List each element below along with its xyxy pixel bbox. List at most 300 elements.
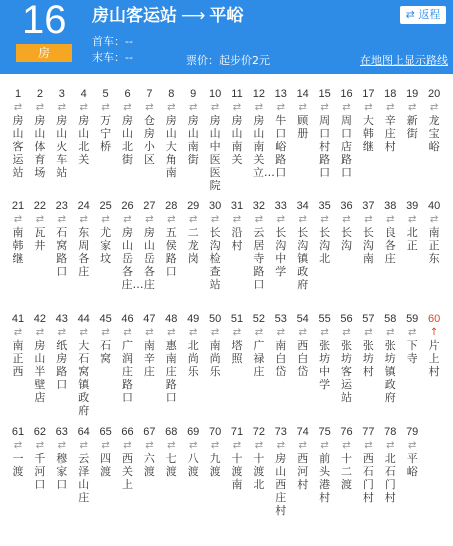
bidirectional-icon: ⇄ xyxy=(35,214,45,225)
stop-name: 大石窝镇政府 xyxy=(78,339,90,417)
bidirectional-icon: ⇄ xyxy=(79,102,88,113)
bidirectional-icon: ⇄ xyxy=(342,327,351,338)
stop-number: 77 xyxy=(362,426,375,438)
bidirectional-icon: ⇄ xyxy=(298,327,307,338)
bus-stop[interactable] xyxy=(337,86,357,179)
stop-name: 北石门村 xyxy=(384,452,396,504)
bus-stop[interactable] xyxy=(227,424,247,491)
bidirectional-icon: ⇄ xyxy=(210,440,220,451)
bidirectional-icon: ⇄ xyxy=(188,102,198,113)
bus-stop[interactable] xyxy=(96,86,116,153)
stop-number: 2 xyxy=(36,88,43,100)
return-trip-button[interactable]: ⇄ 返程 xyxy=(400,6,446,24)
bus-stop[interactable] xyxy=(227,311,247,365)
bidirectional-icon: ⇄ xyxy=(342,102,351,113)
bus-stop[interactable] xyxy=(358,198,378,265)
bus-stop[interactable] xyxy=(315,198,335,265)
bidirectional-icon: ⇄ xyxy=(145,102,154,113)
stop-number: 44 xyxy=(77,313,90,325)
stop-number: 45 xyxy=(99,313,112,325)
stop-number: 56 xyxy=(340,313,353,325)
bus-stop[interactable] xyxy=(96,311,116,365)
stop-number: 73 xyxy=(274,426,287,438)
bus-stop[interactable] xyxy=(118,198,144,291)
stop-number: 29 xyxy=(187,200,200,212)
bidirectional-icon: ⇄ xyxy=(232,327,242,338)
stop-name: 惠南庄路口 xyxy=(165,339,177,404)
stop-name: 九渡 xyxy=(209,452,221,478)
bus-stop[interactable] xyxy=(30,86,50,179)
bidirectional-icon: ⇄ xyxy=(101,327,110,338)
bus-stop[interactable] xyxy=(358,424,378,504)
bus-stop[interactable] xyxy=(205,86,225,192)
district-badge: 房 xyxy=(16,44,72,62)
stop-name: 石窝 xyxy=(100,339,112,365)
bidirectional-icon: ⇄ xyxy=(57,214,66,225)
stop-number: 6 xyxy=(124,88,131,100)
bus-stop[interactable] xyxy=(205,198,225,291)
stop-number: 74 xyxy=(296,426,309,438)
stop-number: 15 xyxy=(318,88,331,100)
stop-name: 南辛庄 xyxy=(143,339,155,378)
stop-number: 69 xyxy=(187,426,200,438)
bus-stop[interactable] xyxy=(52,198,72,278)
stop-number: 21 xyxy=(11,200,25,212)
bus-stop[interactable] xyxy=(249,311,269,378)
bus-stop[interactable] xyxy=(161,424,181,478)
bidirectional-icon: ⇄ xyxy=(188,440,198,451)
bus-stop[interactable] xyxy=(227,86,247,166)
bidirectional-icon: ⇄ xyxy=(386,102,395,113)
stop-number: 47 xyxy=(143,313,156,325)
stop-name: 长沟检查站 xyxy=(209,226,221,291)
stop-number: 36 xyxy=(340,200,353,212)
bidirectional-icon: ⇄ xyxy=(320,327,329,338)
stop-number: 54 xyxy=(296,313,309,325)
bidirectional-icon: ⇄ xyxy=(407,102,417,113)
bus-stop[interactable] xyxy=(74,424,94,504)
bidirectional-icon: ⇄ xyxy=(101,102,110,113)
bus-stop[interactable] xyxy=(52,86,72,179)
stop-number: 75 xyxy=(318,426,331,438)
stop-number: 40 xyxy=(427,200,441,212)
stop-number: 62 xyxy=(33,426,47,438)
stop-name: 房山大角南 xyxy=(165,114,177,179)
bus-stop[interactable] xyxy=(74,198,94,278)
bidirectional-icon: ⇄ xyxy=(298,214,307,225)
bus-stop[interactable] xyxy=(30,198,50,252)
stop-number: 65 xyxy=(99,426,112,438)
stop-number: 39 xyxy=(406,200,419,212)
stop-number: 18 xyxy=(384,88,397,100)
stop-number: 20 xyxy=(427,88,441,100)
stop-name: 房山客运站 xyxy=(12,114,24,179)
stop-name: 瓦井 xyxy=(34,226,46,252)
bus-stop[interactable] xyxy=(30,311,50,404)
stop-number: 48 xyxy=(165,313,178,325)
bus-stop[interactable] xyxy=(315,311,335,391)
bus-stop[interactable] xyxy=(337,198,357,252)
stop-number: 17 xyxy=(362,88,375,100)
stop-number: 8 xyxy=(168,88,175,100)
show-map-link[interactable]: 在地图上显示路线 xyxy=(360,54,448,67)
bidirectional-icon: ⇄ xyxy=(276,440,285,451)
stop-name: 六渡 xyxy=(143,452,155,478)
stop-name: 石窝路口 xyxy=(56,226,68,278)
stop-number: 12 xyxy=(252,88,266,100)
bus-stop[interactable] xyxy=(8,198,28,265)
stop-name: 张坊村 xyxy=(362,339,374,378)
bidirectional-icon: ⇄ xyxy=(407,214,417,225)
first-bus-time: 首车：-- xyxy=(92,35,133,48)
bus-stop[interactable] xyxy=(183,424,203,478)
bidirectional-icon: ⇄ xyxy=(13,440,23,451)
bus-stop[interactable] xyxy=(227,198,247,252)
stop-number: 64 xyxy=(77,426,90,438)
bus-stop[interactable] xyxy=(8,311,28,378)
stop-number: 33 xyxy=(274,200,287,212)
bidirectional-icon: ⇄ xyxy=(35,440,45,451)
bidirectional-icon: ⇄ xyxy=(254,102,264,113)
bidirectional-icon: ⇄ xyxy=(342,440,351,451)
stop-name: 东周各庄 xyxy=(78,226,90,278)
stop-name: 十二渡 xyxy=(341,452,352,491)
stop-name: 房山西庄村 xyxy=(275,452,287,517)
stop-number: 60 xyxy=(427,313,441,325)
stop-name: 一渡 xyxy=(12,452,24,478)
bus-stop[interactable] xyxy=(380,86,400,153)
bus-stop[interactable] xyxy=(424,198,444,265)
bidirectional-icon: ⇄ xyxy=(188,214,198,225)
stop-number: 67 xyxy=(143,426,156,438)
bidirectional-icon: ⇄ xyxy=(386,214,395,225)
bidirectional-icon: ⇄ xyxy=(364,102,373,113)
stop-number: 5 xyxy=(102,88,109,100)
bidirectional-icon: ⇄ xyxy=(123,327,132,338)
bus-stop[interactable] xyxy=(96,198,116,265)
stop-number: 13 xyxy=(274,88,287,100)
bidirectional-icon: ⇄ xyxy=(386,440,395,451)
bus-stop[interactable] xyxy=(139,198,159,291)
stop-number: 19 xyxy=(406,88,419,100)
bus-stop[interactable] xyxy=(205,311,225,378)
bus-stop[interactable] xyxy=(424,86,444,153)
stop-name: 顾册 xyxy=(297,114,309,140)
stop-name: 长沟 xyxy=(341,226,352,252)
bidirectional-icon: ⇄ xyxy=(364,440,373,451)
stop-name: 片上村 xyxy=(428,339,440,378)
stop-name: 下寺 xyxy=(406,339,418,365)
stop-name: 牛口峪路口 xyxy=(275,114,287,179)
bus-stop[interactable] xyxy=(293,311,313,378)
stop-number: 24 xyxy=(77,200,90,212)
stop-number: 37 xyxy=(362,200,375,212)
stop-name: 长沟北 xyxy=(319,226,331,265)
stop-name: 西石门村 xyxy=(362,452,374,504)
stop-name: 南白岱 xyxy=(275,339,287,378)
bidirectional-icon: ⇄ xyxy=(101,440,110,451)
bidirectional-icon: ⇄ xyxy=(320,102,329,113)
bidirectional-icon: ⇄ xyxy=(364,327,373,338)
stop-number: 57 xyxy=(362,313,375,325)
stop-number: 32 xyxy=(252,200,266,212)
bidirectional-icon: ⇄ xyxy=(254,440,264,451)
bus-stop[interactable] xyxy=(52,311,72,391)
bus-stop[interactable] xyxy=(358,86,378,153)
bus-stop[interactable] xyxy=(337,424,357,491)
bus-stop[interactable] xyxy=(139,86,159,166)
bus-stop[interactable] xyxy=(8,86,28,179)
stop-name: 房山岳各庄 xyxy=(143,226,155,291)
bidirectional-icon: ⇄ xyxy=(79,214,88,225)
bus-stop[interactable] xyxy=(161,86,181,179)
bus-stop[interactable] xyxy=(118,424,138,491)
bidirectional-icon: ⇄ xyxy=(429,102,439,113)
bidirectional-icon: ⇄ xyxy=(101,214,110,225)
stop-number: 35 xyxy=(318,200,331,212)
route-arrow-icon: ⟶ xyxy=(181,6,206,26)
stop-number: 38 xyxy=(384,200,397,212)
stop-name: 八渡 xyxy=(187,452,199,478)
bus-stop[interactable] xyxy=(315,86,335,179)
bus-stop[interactable] xyxy=(74,86,94,166)
bus-stop[interactable] xyxy=(293,86,313,140)
stop-number: 49 xyxy=(187,313,200,325)
bus-stop[interactable] xyxy=(315,424,335,504)
stop-number: 55 xyxy=(318,313,331,325)
stop-number: 58 xyxy=(384,313,397,325)
stop-name: 张坊客运站 xyxy=(341,339,352,404)
stop-number: 16 xyxy=(340,88,353,100)
stop-name: 张坊中学 xyxy=(319,339,331,391)
bus-stop[interactable] xyxy=(380,424,400,504)
bus-stop[interactable] xyxy=(293,198,313,291)
bus-stop[interactable] xyxy=(358,311,378,378)
stop-number: 42 xyxy=(33,313,47,325)
stop-name: 西关上 xyxy=(122,452,133,491)
stop-name: 西河村 xyxy=(297,452,309,491)
stop-number: 27 xyxy=(143,200,156,212)
bidirectional-icon: ⇄ xyxy=(123,214,132,225)
stop-name: 房山岳各庄… xyxy=(121,226,144,291)
stop-name: 周口村路口 xyxy=(319,114,331,179)
stop-name: 南正东 xyxy=(428,226,440,265)
stop-name: 沿村 xyxy=(231,226,243,252)
bidirectional-icon: ⇄ xyxy=(254,327,264,338)
bidirectional-icon: ⇄ xyxy=(13,214,23,225)
stop-number: 52 xyxy=(252,313,266,325)
stop-name: 南韩继 xyxy=(12,226,24,265)
bus-stop[interactable] xyxy=(402,86,422,140)
bidirectional-icon: ⇄ xyxy=(57,440,66,451)
bidirectional-icon: ⇄ xyxy=(57,102,66,113)
stop-number: 30 xyxy=(208,200,222,212)
bidirectional-icon: ⇄ xyxy=(232,102,242,113)
bidirectional-icon: ⇄ xyxy=(298,440,307,451)
bidirectional-icon: ⇄ xyxy=(298,102,307,113)
stop-number: 50 xyxy=(208,313,222,325)
bus-stop[interactable] xyxy=(402,198,422,252)
bidirectional-icon: ⇄ xyxy=(13,102,23,113)
stop-number: 76 xyxy=(340,426,353,438)
bidirectional-icon: ⇄ xyxy=(123,102,132,113)
stop-name: 千河口 xyxy=(34,452,46,491)
bus-stop[interactable] xyxy=(337,311,357,404)
bidirectional-icon: ⇄ xyxy=(364,214,373,225)
stop-number: 79 xyxy=(406,426,419,438)
bus-stop[interactable] xyxy=(424,311,444,378)
stop-number: 3 xyxy=(58,88,65,100)
bus-stop[interactable] xyxy=(30,424,50,491)
stop-name: 云居寺路口 xyxy=(253,226,265,291)
direction-arrow-icon: ↑ xyxy=(429,327,439,338)
bidirectional-icon: ⇄ xyxy=(145,440,154,451)
bidirectional-icon: ⇄ xyxy=(123,440,132,451)
bus-stop[interactable] xyxy=(249,86,275,179)
stop-number: 11 xyxy=(231,88,243,100)
stop-name: 房山北街 xyxy=(122,114,133,166)
bus-stop[interactable] xyxy=(8,424,28,478)
stop-number: 7 xyxy=(146,88,153,100)
stop-name: 纸房路口 xyxy=(56,339,68,391)
bidirectional-icon: ⇄ xyxy=(386,327,395,338)
bidirectional-icon: ⇄ xyxy=(210,327,220,338)
stop-name: 穆家口 xyxy=(56,452,68,491)
bus-stop[interactable] xyxy=(74,311,94,417)
bidirectional-icon: ⇄ xyxy=(429,214,439,225)
bidirectional-icon: ⇄ xyxy=(167,102,176,113)
bidirectional-icon: ⇄ xyxy=(210,214,220,225)
route-number: 16 xyxy=(22,0,67,42)
bidirectional-icon: ⇄ xyxy=(407,440,417,451)
bus-stop[interactable] xyxy=(139,311,159,378)
fare-info: 票价：起步价2元 xyxy=(186,54,270,67)
bus-stop[interactable] xyxy=(271,86,291,179)
bus-stop[interactable] xyxy=(139,424,159,478)
bidirectional-icon: ⇄ xyxy=(320,214,329,225)
stop-name: 西白岱 xyxy=(297,339,309,378)
bidirectional-icon: ⇄ xyxy=(276,102,285,113)
bidirectional-icon: ⇄ xyxy=(145,214,154,225)
stop-name: 良各庄 xyxy=(384,226,396,265)
stop-number: 34 xyxy=(296,200,309,212)
stop-name: 房山北关 xyxy=(78,114,90,166)
stop-number: 59 xyxy=(406,313,419,325)
stop-number: 4 xyxy=(80,88,87,100)
bus-stop[interactable] xyxy=(205,424,225,478)
bidirectional-icon: ⇄ xyxy=(276,214,285,225)
stop-name: 新街 xyxy=(406,114,418,140)
stop-name: 七渡 xyxy=(165,452,177,478)
stop-name: 北正 xyxy=(406,226,418,252)
bus-stop[interactable] xyxy=(271,311,291,378)
bus-stop[interactable] xyxy=(118,311,138,404)
stop-number: 1 xyxy=(14,88,22,100)
bus-stop[interactable] xyxy=(183,311,203,378)
stop-name: 尤家坟 xyxy=(100,226,112,265)
bus-stop[interactable] xyxy=(293,424,313,491)
stop-number: 70 xyxy=(208,426,222,438)
stop-number: 46 xyxy=(121,313,134,325)
stop-name: 仓房小区 xyxy=(143,114,155,166)
bus-stop[interactable] xyxy=(271,198,291,278)
stop-number: 31 xyxy=(230,200,244,212)
stop-name: 十渡北 xyxy=(253,452,265,491)
stop-name: 长沟镇政府 xyxy=(297,226,309,291)
stop-name: 北尚乐 xyxy=(187,339,199,378)
stop-name: 张坊镇政府 xyxy=(384,339,396,404)
bus-stop[interactable] xyxy=(249,198,269,291)
stop-name: 四渡 xyxy=(100,452,112,478)
bus-stop[interactable] xyxy=(249,424,269,491)
stop-name: 辛庄村 xyxy=(384,114,396,153)
stop-name: 塔照 xyxy=(231,339,243,365)
bus-stop[interactable] xyxy=(183,86,203,166)
bidirectional-icon: ⇄ xyxy=(35,327,45,338)
bus-stop[interactable] xyxy=(96,424,116,478)
stop-number: 71 xyxy=(230,426,244,438)
stop-number: 53 xyxy=(274,313,287,325)
bus-stop[interactable] xyxy=(161,198,181,278)
stop-name: 五侯路口 xyxy=(165,226,177,278)
bus-stop[interactable] xyxy=(271,424,291,517)
stop-name: 周口店路口 xyxy=(341,114,352,179)
bus-stop[interactable] xyxy=(402,311,422,365)
bidirectional-icon: ⇄ xyxy=(167,327,176,338)
bus-stop[interactable] xyxy=(118,86,138,166)
bus-stop[interactable] xyxy=(183,198,203,265)
bus-stop[interactable] xyxy=(161,311,181,404)
bus-stop[interactable] xyxy=(380,198,400,265)
bidirectional-icon: ⇄ xyxy=(276,327,285,338)
bus-stop[interactable] xyxy=(402,424,422,478)
stop-name: 长沟南 xyxy=(362,226,374,265)
stop-name: 龙宝峪 xyxy=(428,114,440,153)
bidirectional-icon: ⇄ xyxy=(167,214,176,225)
stop-number: 63 xyxy=(55,426,68,438)
bidirectional-icon: ⇄ xyxy=(35,102,45,113)
stop-name: 广润庄路口 xyxy=(122,339,133,404)
stop-number: 25 xyxy=(99,200,112,212)
route-from: 房山客运站 xyxy=(92,6,177,26)
route-to: 平峪 xyxy=(209,6,244,26)
stop-number: 28 xyxy=(165,200,178,212)
bidirectional-icon: ⇄ xyxy=(79,440,88,451)
stop-number: 14 xyxy=(296,88,309,100)
stop-name: 大韩继 xyxy=(362,114,374,153)
schedule xyxy=(92,34,133,66)
bidirectional-icon: ⇄ xyxy=(342,214,351,225)
stop-number: 23 xyxy=(55,200,68,212)
stop-name: 房山中医医院 xyxy=(209,114,221,192)
bidirectional-icon: ⇄ xyxy=(407,327,417,338)
bidirectional-icon: ⇄ xyxy=(167,440,176,451)
stop-name: 云泽山庄 xyxy=(78,452,90,504)
stop-number: 9 xyxy=(190,88,197,100)
route-title xyxy=(92,4,243,28)
stop-name: 房山南街 xyxy=(187,114,199,166)
bus-stop[interactable] xyxy=(52,424,72,491)
stop-number: 51 xyxy=(230,313,244,325)
bidirectional-icon: ⇄ xyxy=(188,327,198,338)
stop-number: 72 xyxy=(252,426,266,438)
stop-name: 房山火车站 xyxy=(56,114,68,179)
stop-name: 二龙岗 xyxy=(187,226,199,265)
route-header xyxy=(0,0,453,74)
bidirectional-icon: ⇄ xyxy=(57,327,66,338)
bus-stop[interactable] xyxy=(380,311,400,404)
stop-number: 22 xyxy=(33,200,47,212)
